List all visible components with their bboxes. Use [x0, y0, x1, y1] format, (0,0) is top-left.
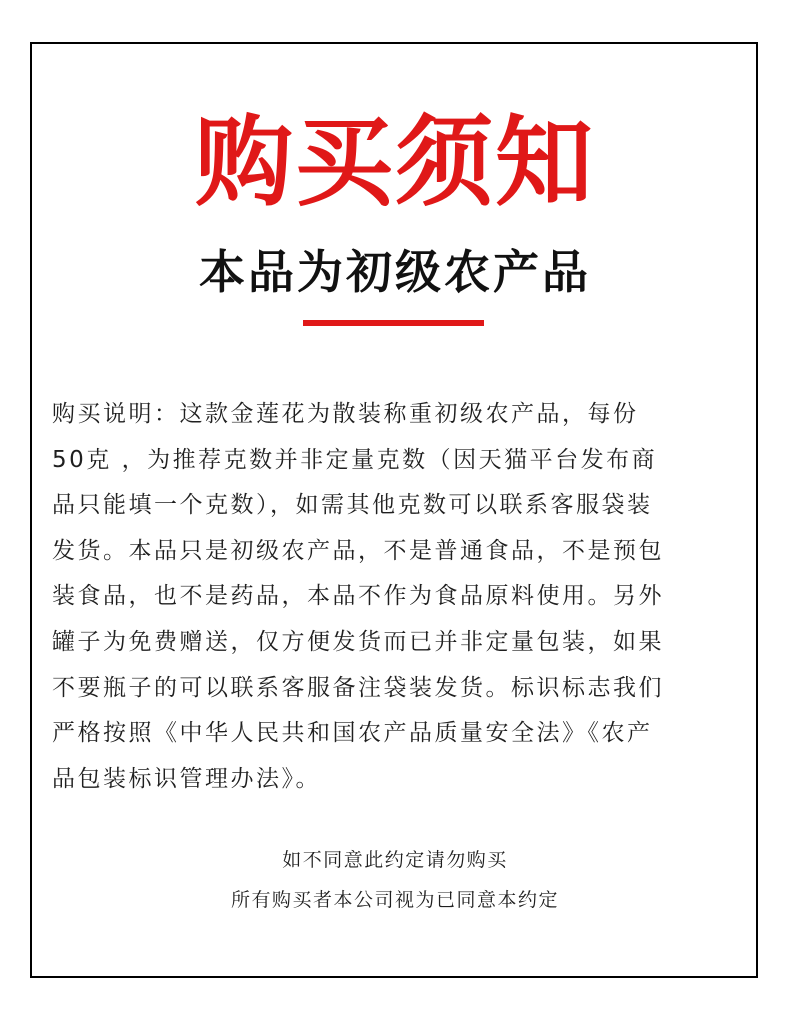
- description-line: 罐子为免费赠送，仅方便发货而已并非定量包装，如果: [52, 628, 664, 655]
- title-divider: [303, 320, 484, 326]
- description-line: 装食品，也不是药品，本品不作为食品原料使用。另外: [52, 583, 664, 610]
- description-line: 购买说明：这款金莲花为散装称重初级农产品，每份: [52, 401, 639, 427]
- page-title: 购买须知: [194, 105, 595, 220]
- description-line: 不要瓶子的可以联系客服备注袋装发货。标识标志我们: [52, 674, 664, 701]
- description-line: 发货。本品只是初级农产品，不是普通食品，不是预包: [52, 537, 664, 564]
- description-line: 50克 ，为推荐克数并非定量克数（因天猫平台发布商: [52, 446, 658, 473]
- agreement-notice: [0, 840, 790, 920]
- description-line: 严格按照《中华人民共和国农产品质量安全法》《农产: [52, 720, 653, 747]
- purchase-description: [52, 392, 742, 802]
- page-subtitle: 本品为初级农产品: [199, 245, 591, 299]
- notice-line-consent: 所有购买者本公司视为已同意本约定: [230, 889, 559, 911]
- description-line: 品包装标识管理办法》。: [52, 765, 321, 792]
- description-line: 品只能填一个克数），如需其他克数可以联系客服袋装: [52, 492, 653, 519]
- notice-line-disagree: 如不同意此约定请勿购买: [282, 849, 508, 871]
